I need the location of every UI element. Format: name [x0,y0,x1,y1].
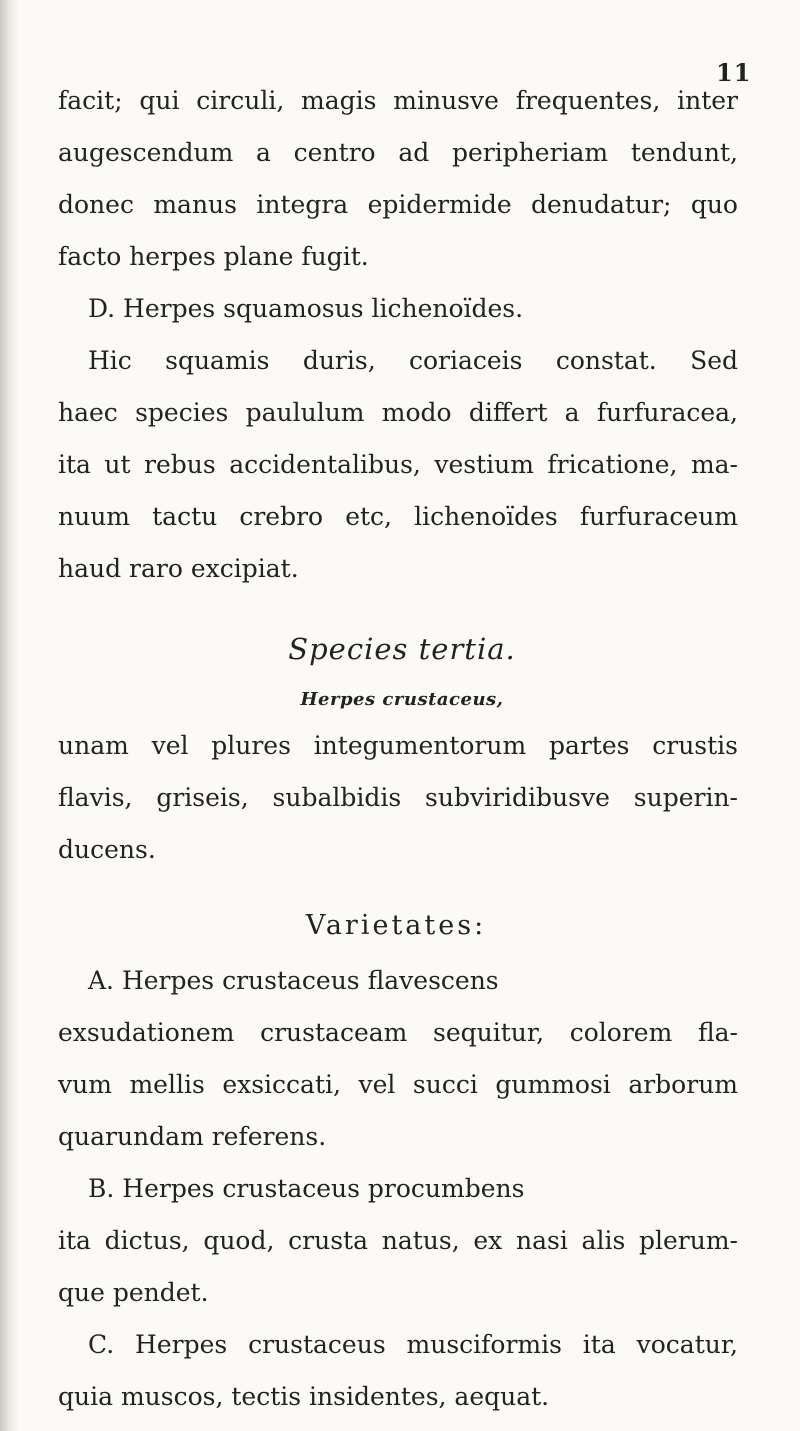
species-name: Herpes crustaceus, [300,689,504,710]
text-line: nuum tactu crebro etc, lichenoïdes furfuraceum [58,502,738,531]
text-line: donec manus integra epidermide denudatur; quo [58,190,738,219]
text-line: ducens. [58,835,156,864]
text-line: facit; qui circuli, magis minusve frequentes, inter [58,86,738,115]
text-line: que pendet. [58,1278,209,1307]
varietates-heading: Varietates: [305,910,487,941]
page-gutter-shadow [0,0,18,1431]
text-line: quia muscos, tectis insidentes, aequat. [58,1382,550,1411]
text-line: haec species paululum modo differt a furfuracea, [58,398,738,427]
text-line: ita dictus, quod, crusta natus, ex nasi alis plerum- [58,1226,738,1255]
variety-heading-a: A. Herpes crustaceus flavescens [88,966,499,995]
variety-heading-d: D. Herpes squamosus lichenoïdes. [88,294,524,323]
species-heading: Species tertia. [288,632,516,666]
variety-heading-b: B. Herpes crustaceus procumbens [88,1174,525,1203]
text-line: exsudationem crustaceam sequitur, colorem fla- [58,1018,738,1047]
text-line: ita ut rebus accidentalibus, vestium fricatione, ma- [58,450,738,479]
text-line: vum mellis exsiccati, vel succi gummosi arborum [58,1070,738,1099]
text-line: facto herpes plane fugit. [58,242,369,271]
text-line: unam vel plures integumentorum partes crustis [58,731,738,760]
variety-heading-c: C. Herpes crustaceus musciformis ita vocatur, [88,1330,738,1359]
text-line: Hic squamis duris, coriaceis constat. Sed [88,346,738,375]
text-line: flavis, griseis, subalbidis subviridibusve superin- [58,783,738,812]
text-line: quarundam referens. [58,1122,327,1151]
text-line: augescendum a centro ad peripheriam tendunt, [58,138,738,167]
text-line: haud raro excipiat. [58,554,299,583]
page-number: 11 [716,58,752,87]
